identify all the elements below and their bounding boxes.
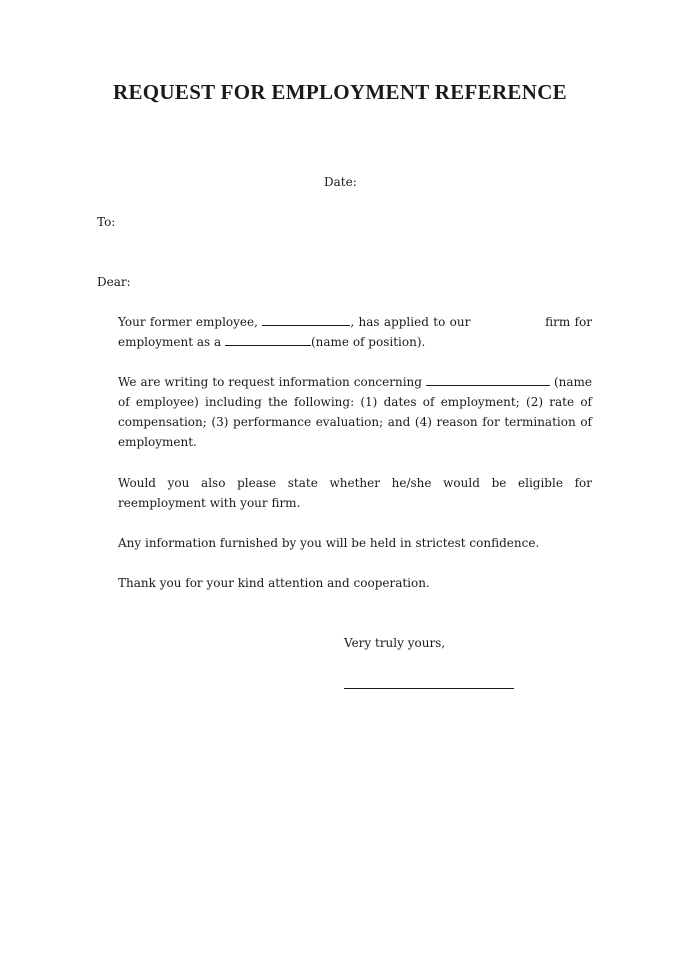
- p1-text-a: Your former employee,: [118, 315, 258, 329]
- paragraph-applicant: [118, 312, 592, 352]
- p2-text-a: We are writing to request information concerning: [118, 375, 422, 389]
- paragraph-request: [118, 372, 592, 452]
- p1-text-b: , has applied to our: [350, 315, 471, 329]
- recipient-label: To:: [97, 215, 116, 229]
- p2-text-b: (name of employee) including the following: (1) dates of employment; (2) rate of compensation; (3) performance evaluation; and (4) reason for termination of employment.: [118, 375, 592, 449]
- position-blank: [225, 333, 311, 346]
- employee-name-blank: [262, 313, 350, 326]
- p1-text-d: (name of position).: [310, 335, 426, 349]
- signature-line: [344, 688, 514, 689]
- paragraph-reemployment: Would you also please state whether he/she would be eligible for reemployment with your firm.: [118, 476, 592, 510]
- paragraph-confidence: Any information furnished by you will be held in strictest confidence.: [118, 536, 540, 550]
- closing: Very truly yours,: [344, 636, 446, 650]
- p1-text-c: firm for employment as a: [118, 315, 592, 349]
- paragraph-thanks: Thank you for your kind attention and cooperation.: [118, 576, 430, 590]
- document-title: REQUEST FOR EMPLOYMENT REFERENCE: [113, 80, 567, 104]
- salutation: Dear:: [97, 275, 131, 289]
- employee-blank: [426, 373, 550, 386]
- date-label: Date:: [324, 175, 357, 189]
